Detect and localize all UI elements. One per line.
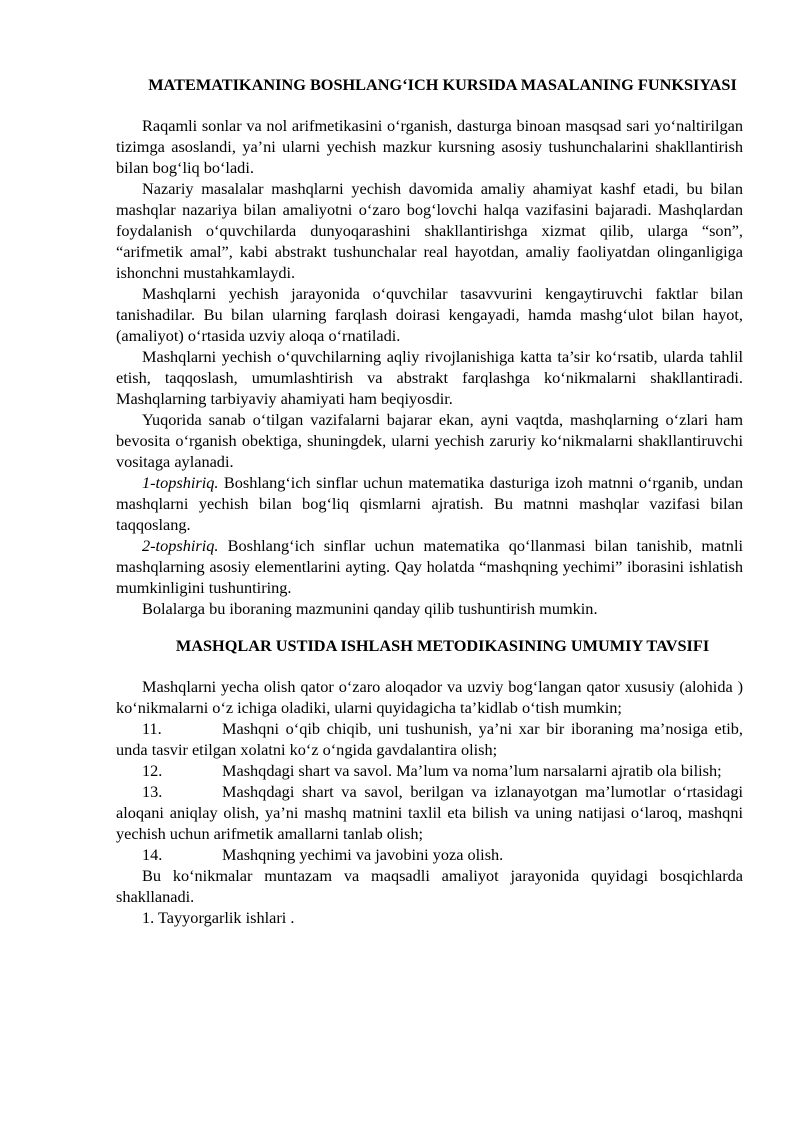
item-number: 14. bbox=[142, 845, 163, 864]
paragraph: Raqamli sonlar va nol arifmetikasini o‘rganish, dasturga binoan masqsad sari yo‘naltirilgan tizimga asoslandi, ya’ni ularni yechish mazkur kursning asosiy tushunchalarini shakllantirish bilan bog‘liq bo‘ladi. bbox=[116, 116, 743, 177]
numbered-item bbox=[116, 844, 743, 865]
section-title-1: MATEMATIKANING BOSHLANG‘ICH KURSIDA MASALANING FUNKSIYASI bbox=[148, 75, 737, 94]
task-1-label: 1-topshiriq. bbox=[142, 473, 219, 492]
paragraph: Yuqorida sanab o‘tilgan vazifalarni bajarar ekan, ayni vaqtda, mashqlarning o‘zlari ham bevosita o‘rganish obektiga, shuningdek, ularni yechish zaruriy ko‘nikmalarni shakllantiruvchi vositaga aylanadi. bbox=[116, 410, 743, 471]
paragraph: Nazariy masalalar mashqlarni yechish davomida amaliy ahamiyat kashf etadi, bu bilan mashqlar nazariya bilan amaliyotni o‘zaro bog‘lovchi halqa vazifasini bajaradi. Mashqlardan foydalanish o‘quvchilarda dunyoqarashini shakllantirishga xizmat qilib, ularga “son”, “arifmetik amal”, kabi abstrakt tushunchalar real hayotdan, amaliy faoliyatdan olinganligiga ishonchni mustahkamlaydi. bbox=[116, 179, 743, 282]
task-1-text: Boshlang‘ich sinflar uchun matematika dasturiga izoh matnni o‘rganib, undan mashqlarni yechish bilan bog‘liq qismlarni ajratish. Bu matnni mashqlar vazifasi bilan taqqoslang. bbox=[116, 473, 743, 534]
numbered-item bbox=[116, 781, 743, 844]
item-number: 12. bbox=[142, 761, 163, 780]
task-2-label: 2-topshiriq. bbox=[142, 536, 219, 555]
paragraph: Bu ko‘nikmalar muntazam va maqsadli amaliyot jarayonida quyidagi bosqichlarda shakllanadi. bbox=[116, 866, 743, 906]
stage-item: 1. Tayyorgarlik ishlari . bbox=[142, 908, 295, 927]
paragraph: Mashqlarni yechish jarayonida o‘quvchilar tasavvurini kengaytiruvchi faktlar bilan tanishadilar. Bu bilan ularning farqlash doirasi kengayadi, hamda mashg‘ulot bilan hayot, (amaliyot) o‘rtasida uzviy aloqa o‘rnatiladi. bbox=[116, 284, 743, 345]
task-1 bbox=[116, 472, 743, 535]
item-text: Mashqdagi shart va savol. Ma’lum va noma’lum narsalarni ajratib ola bilish; bbox=[222, 761, 722, 780]
item-text: Mashqni o‘qib chiqib, uni tushunish, ya’ni xar bir iboraning ma’nosiga etib, unda tasvir etilgan xolatni ko‘z o‘ngida gavdalantira olish; bbox=[116, 719, 743, 759]
item-text: Mashqdagi shart va savol, berilgan va izlanayotgan ma’lumotlar o‘rtasidagi aloqani aniqlay olish, ya’ni mashq matnini taxlil eta bilish va uning natijasi o‘laroq, mashqni yechish uchun arifmetik amallarni tanlab olish; bbox=[116, 782, 743, 843]
document-page bbox=[116, 74, 743, 928]
paragraph: Mashqlarni yecha olish qator o‘zaro aloqador va uzviy bog‘langan qator xususiy (alohida ) ko‘nikmalarni o‘z ichiga oladiki, ularni quyidagicha ta’kidlab o‘tish mumkin; bbox=[116, 677, 743, 717]
task-2 bbox=[116, 535, 743, 598]
item-number: 13. bbox=[142, 782, 163, 801]
task-2-text: Boshlang‘ich sinflar uchun matematika qo‘llanmasi bilan tanishib, matnli mashqlarning asosiy elementlarini ayting. Qay holatda “mashqning yechimi” iborasini ishlatish mumkinligini tushuntiring. bbox=[116, 536, 743, 597]
numbered-item bbox=[116, 718, 743, 760]
paragraph: Bolalarga bu iboraning mazmunini qanday qilib tushuntirish mumkin. bbox=[142, 599, 598, 618]
numbered-item bbox=[116, 760, 743, 781]
section-title-2: MASHQLAR USTIDA ISHLASH METODIKASINING UMUMIY TAVSIFI bbox=[175, 636, 710, 655]
item-text: Mashqning yechimi va javobini yoza olish. bbox=[222, 845, 504, 864]
item-number: 11. bbox=[142, 719, 162, 738]
paragraph: Mashqlarni yechish o‘quvchilarning aqliy rivojlanishiga katta ta’sir ko‘rsatib, ularda tahlil etish, taqqoslash, umumlashtirish va abstrakt farqlashga ko‘nikmalarni shakllantiradi. Mashqlarning tarbiyaviy ahamiyati ham beqiyosdir. bbox=[116, 347, 743, 408]
